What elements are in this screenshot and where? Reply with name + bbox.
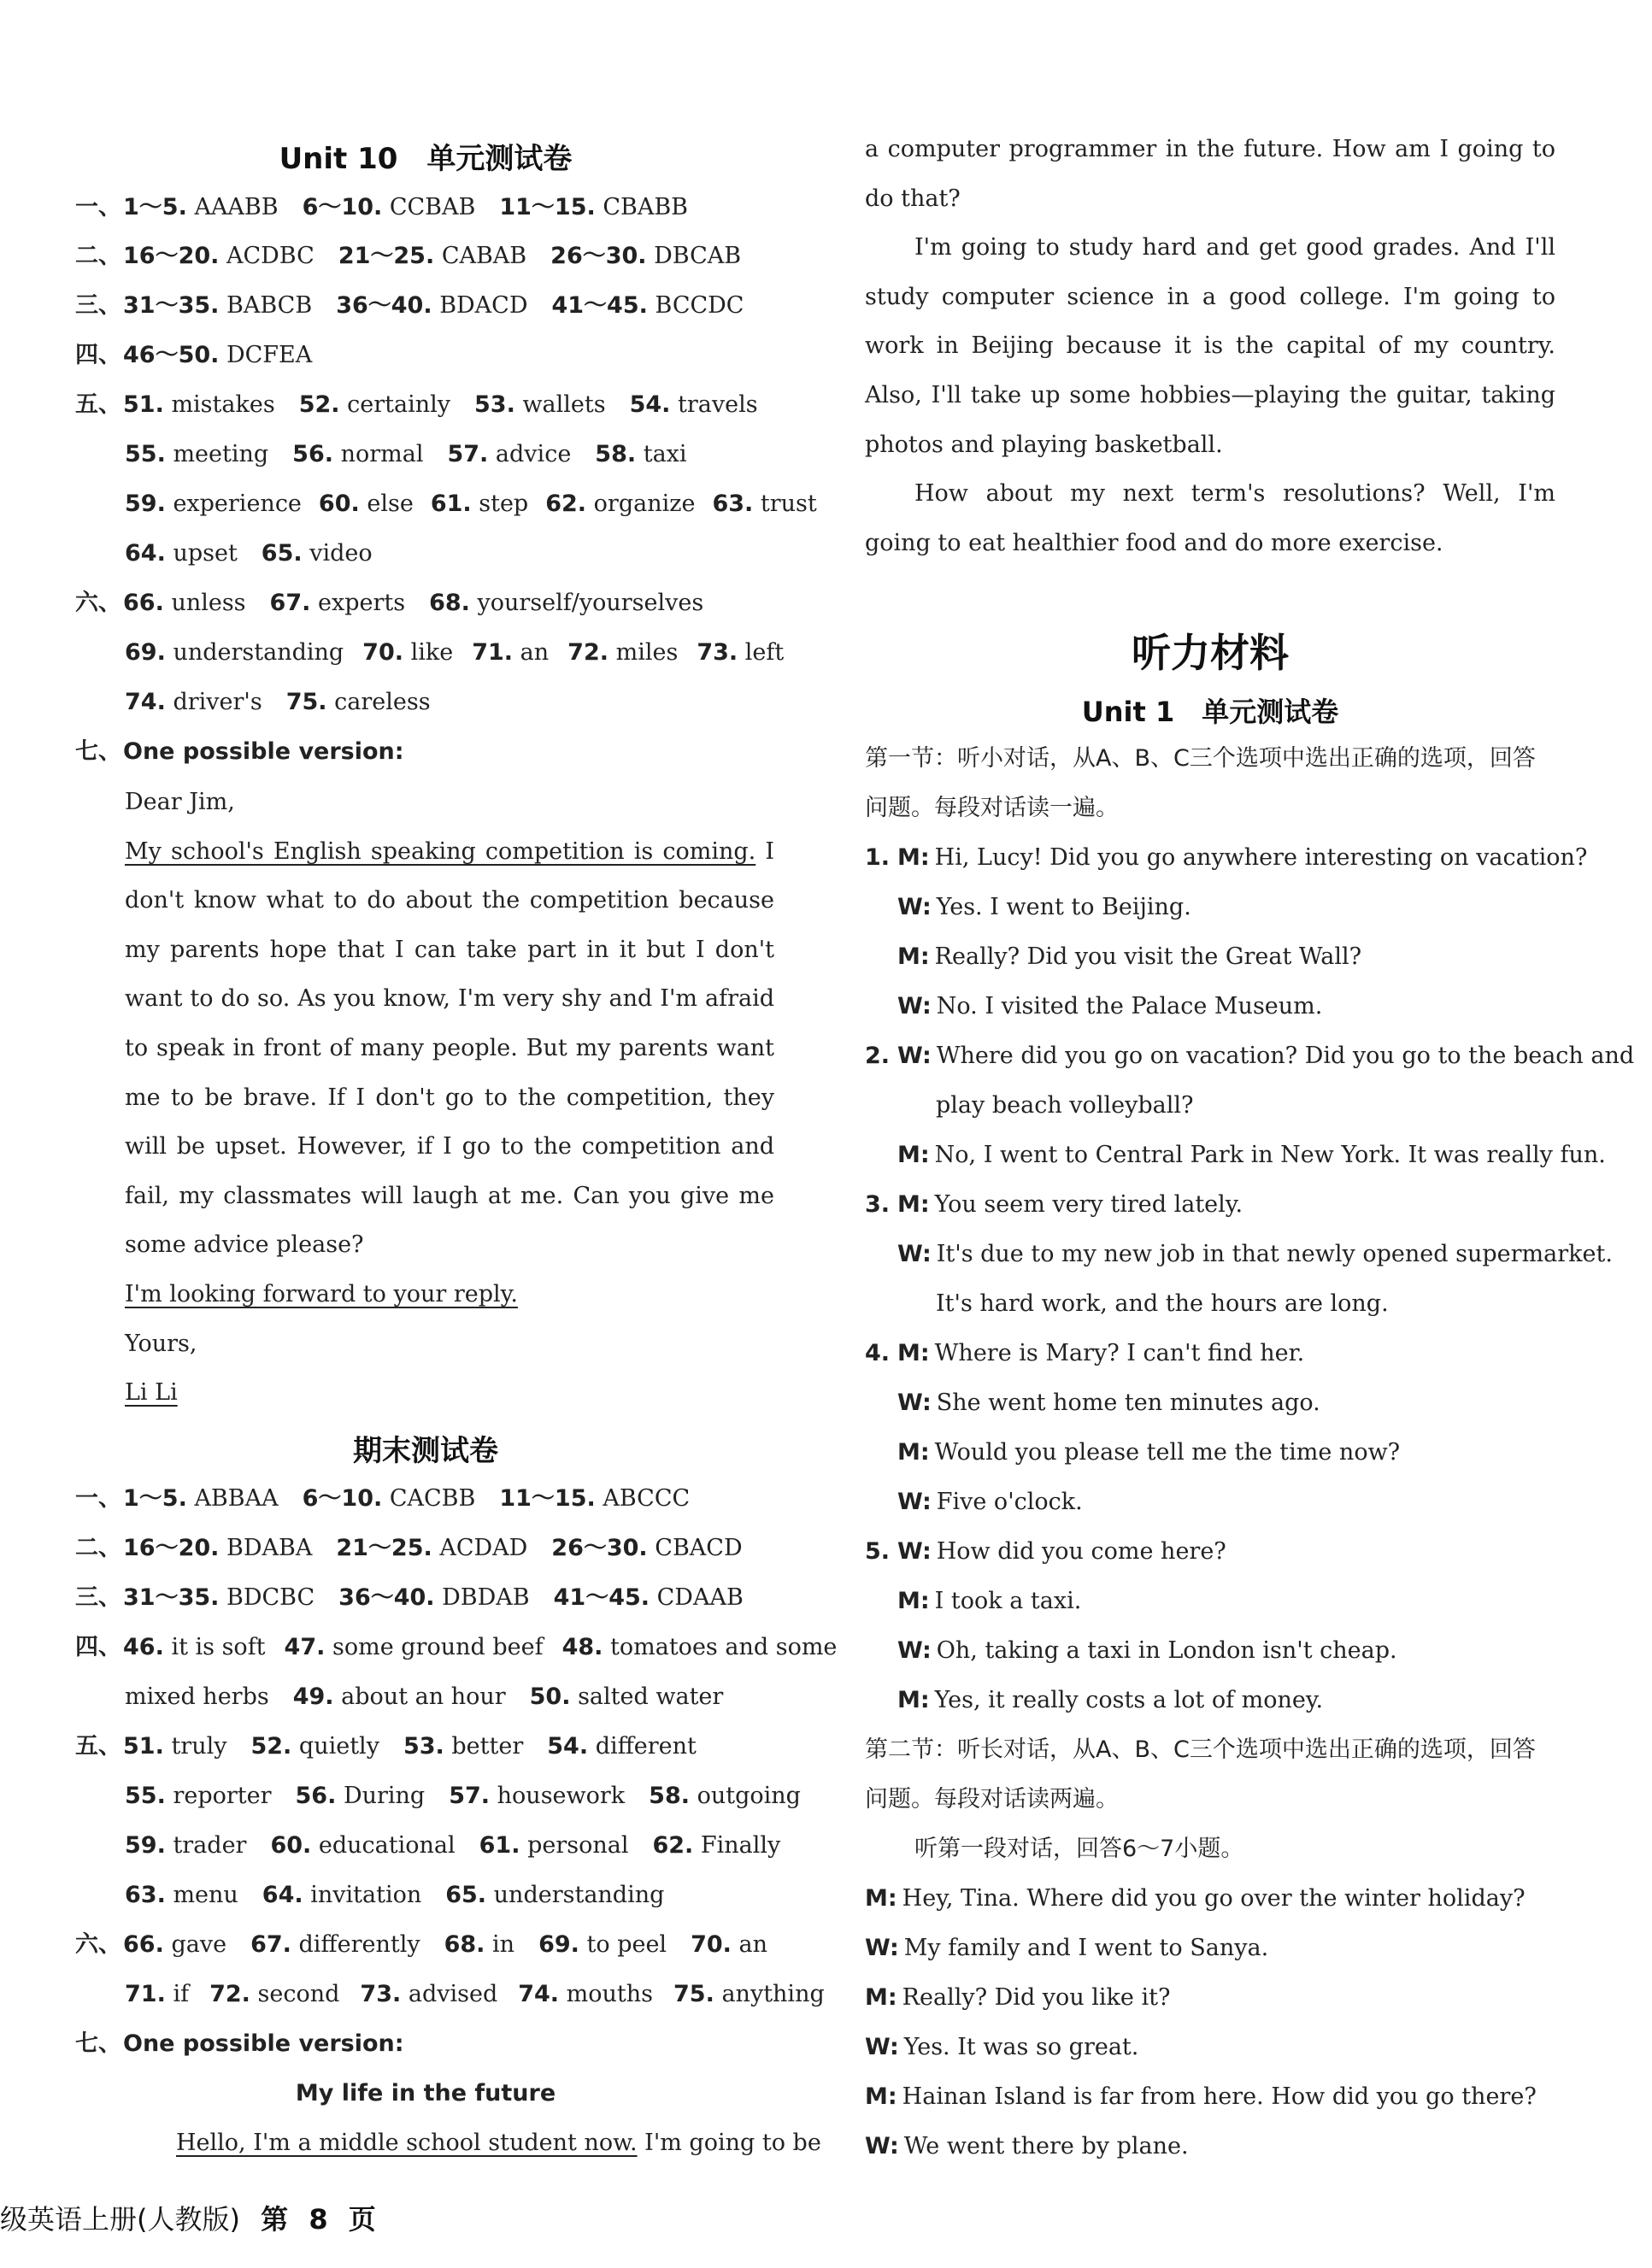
final-section-6-row2: 71. if 72. second 73. advised 74. mouths 75. anything	[125, 1981, 825, 2007]
letter-name: Li Li	[125, 1379, 178, 1407]
u10-section-5-row1: 五、51. mistakes 52. certainly 53. wallets 54. travels	[75, 391, 758, 418]
final-section-5-row2: 55. reporter 56. During 57. housework 58. outgoing	[125, 1783, 801, 1809]
final-section-2: 二、16～20. BDABA 21～25. ACDAD 26～30. CBACD	[75, 1535, 743, 1561]
u10-section-7: 七、One possible version:	[75, 738, 404, 765]
footer-page-number: 8	[309, 2203, 328, 2236]
section2-instruction-3: 听第一段对话，回答6～7小题。	[914, 1836, 1244, 1862]
footer-book: 级英语上册(人教版)	[0, 2203, 240, 2236]
section1-instruction-2: 问题。每段对话读一遍。	[865, 795, 1119, 821]
final-section-4-row1: 四、46. it is soft 47. some ground beef 48. tomatoes and some	[75, 1634, 838, 1660]
section2-instruction-2: 问题。每段对话读两遍。	[865, 1786, 1119, 1813]
u10-section-3: 三、31～35. BABCB 36～40. BDACD 41～45. BCCDC	[75, 292, 744, 319]
section1-instruction-1: 第一节：听小对话，从A、B、C三个选项中选出正确的选项，回答	[865, 745, 1536, 772]
essay-continued: a computer programmer in the future. How am I going to do that? I'm going to study hard and get good grades. And I'll study computer science in a good college. I'm going to work in Beijing because it is the capital of my country. Also, I'll take up some hobbies—playing the guitar, taking photos and playing basketball. How about my next term's resolutions? Well, I'm going to eat healthier food and do more exercise.	[865, 136, 1555, 556]
u10-section-4: 四、46～50. DCFEA	[75, 342, 313, 368]
final-section-1: 一、1～5. ABBAA 6～10. CACBB 11～15. ABCCC	[75, 1485, 691, 1512]
final-section-5-row1: 五、51. truly 52. quietly 53. better 54. different	[75, 1733, 697, 1760]
final-section-7: 七、One possible version:	[75, 2030, 404, 2057]
u10-section-5-row2: 55. meeting 56. normal 57. advice 58. taxi	[125, 441, 687, 467]
letter-greeting: Dear Jim,	[125, 789, 235, 815]
final-section-3: 三、31～35. BDCBC 36～40. DBDAB 41～45. CDAAB	[75, 1584, 744, 1611]
page-footer	[0, 2198, 376, 2237]
letter	[125, 778, 774, 1418]
u10-section-5-row3: 59. experience 60. else 61. step 62. organize 63. trust	[125, 491, 817, 517]
footer-page-suffix: 页	[348, 2203, 376, 2236]
letter-sign: Yours,	[125, 1330, 197, 1357]
section2-instruction-1: 第二节：听长对话，从A、B、C三个选项中选出正确的选项，回答	[865, 1736, 1536, 1763]
final-section-5-row3: 59. trader 60. educational 61. personal 62. Finally	[125, 1832, 781, 1859]
final-section-4-row2: mixed herbs 49. about an hour 50. salted water	[125, 1683, 724, 1710]
essay-title: My life in the future	[295, 2080, 556, 2106]
essay-opening: Hello, I'm a middle school student now. I'm going to be	[176, 2130, 821, 2156]
final-section-6-row1: 六、66. gave 67. differently 68. in 69. to peel 70. an	[75, 1931, 768, 1958]
letter-closing: I'm looking forward to your reply.	[125, 1280, 518, 1307]
u10-section-2: 二、16～20. ACDBC 21～25. CABAB 26～30. DBCAB	[75, 243, 742, 269]
u10-section-1: 一、1～5. AAABB 6～10. CCBAB 11～15. CBABB	[75, 194, 689, 220]
u10-section-6-row3: 74. driver's 75. careless	[125, 689, 431, 715]
footer-page-prefix: 第	[261, 2203, 289, 2236]
u10-section-6-row1: 六、66. unless 67. experts 68. yourself/yourselves	[75, 590, 704, 616]
unit1-title: Unit 1 单元测试卷	[1081, 696, 1339, 728]
letter-body: My school's English speaking competition is coming. I don't know what to do about the competition because my parents hope that I can take part in it but I don't want to do so. As you know, I'm very shy and I'm afraid to speak in front of many people. But my parents want me to be brave. If I don't go to the competition, they will be upset. However, if I go to the competition and fail, my classmates will laugh at me. Can you give me some advice please?	[125, 837, 775, 1259]
final-section-5-row4: 63. menu 64. invitation 65. understanding	[125, 1882, 665, 1908]
listening-title: 听力材料	[1132, 630, 1289, 676]
final-exam-title: 期末测试卷	[353, 1434, 498, 1468]
u10-section-6-row2: 69. understanding 70. like 71. an 72. miles 73. left	[125, 639, 785, 666]
unit10-title: Unit 10 单元测试卷	[279, 142, 573, 176]
u10-section-5-row4: 64. upset 65. video	[125, 540, 373, 567]
